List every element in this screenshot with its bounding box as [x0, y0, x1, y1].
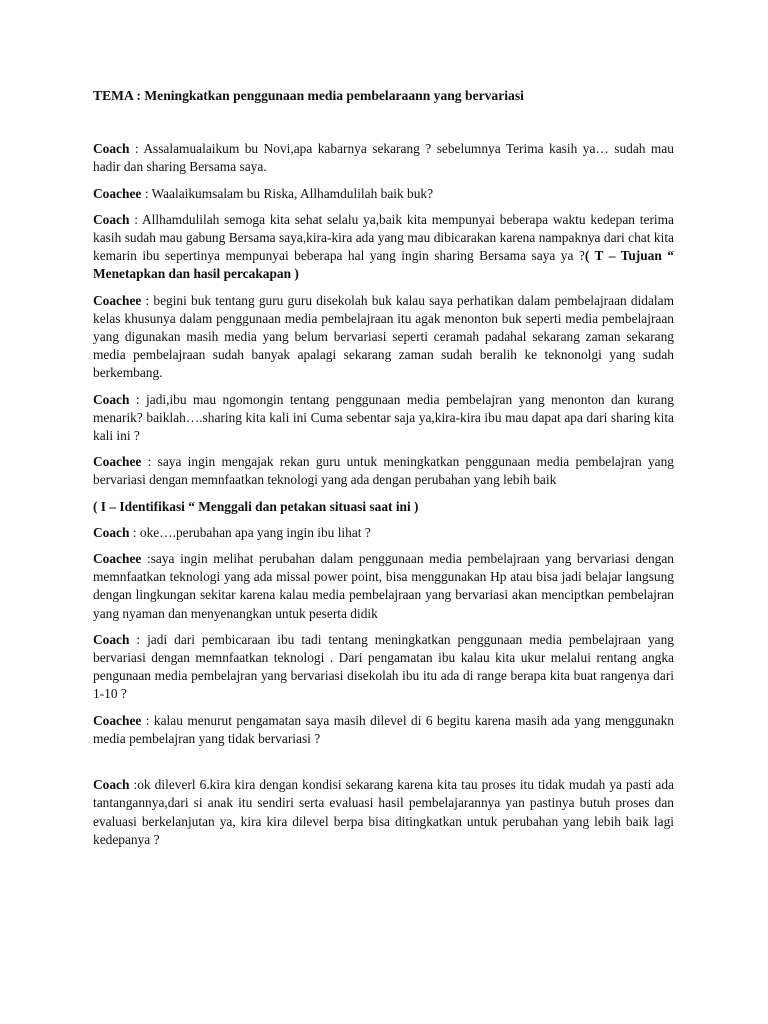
dialogue-text: : Waalaikumsalam bu Riska, Allhamdulilah baik buk? — [141, 185, 434, 201]
speaker-label: Coach — [93, 631, 130, 647]
speaker-label: Coachee — [93, 454, 142, 470]
dialogue-text: : Allhamdulilah semoga kita sehat selalu ya,baik kita mempunyai beberapa waktu kedepan terima kasih sudah mau gabung Bersama saya,kira-kira ada yang mau dibicarakan karena nampaknya dari chat kita kemarin ibu sepertinya mempunyai beberapa hal yang ingin sharing Bersama saya ya ? — [93, 211, 674, 264]
dialogue-paragraph — [93, 776, 674, 849]
dialogue-paragraph — [93, 211, 674, 284]
dialogue-paragraph — [93, 524, 674, 542]
section-marker-tujuan: ( T – Tujuan “ Menetapkan dan hasil percakapan ) — [93, 248, 674, 282]
speaker-label: Coach — [93, 211, 130, 227]
dialogue-paragraph — [93, 185, 674, 203]
dialogue-paragraph — [93, 140, 674, 176]
speaker-label: Coach — [93, 141, 130, 157]
speaker-label: Coach — [93, 777, 130, 793]
speaker-label: Coachee — [93, 551, 142, 567]
dialogue-paragraph — [93, 631, 674, 704]
dialogue-text: :saya ingin melihat perubahan dalam penggunaan media pembelajraan yang bervariasi dengan memnfaatkan teknologi yang ada missal power point, bisa menggunakan Hp atau bisa jadi belajar langsung dengan lingkungan sekitar karena kalau media pembelajraan yang bervariasi akan menciptkan pembelajran yang nyaman dan menyenangkan untuk peserta didik — [93, 551, 674, 621]
dialogue-text: : kalau menurut pengamatan saya masih dilevel di 6 begitu karena masih ada yang menggunakn media pembelajran yang tidak bervariasi ? — [93, 712, 674, 746]
dialogue-text: : begini buk tentang guru guru disekolah buk kalau saya perhatikan dalam pembelajraan didalam kelas khusunya dalam penggunaan media pembelajraan itu agak menonton buk seperti media pembelajraan yang digunakan masih media yang belum bervariasi seperti ceramah padahal sekarang zaman sekarang media pembelajraan sudah banyak apalagi sekarang zaman sudah beralih ke teknonolgi yang sudah berkembang. — [93, 292, 674, 381]
speaker-label: Coach — [93, 391, 130, 407]
dialogue-paragraph — [93, 712, 674, 748]
dialogue-text: : jadi,ibu mau ngomongin tentang penggunaan media pembelajran yang menonton dan kurang menarik? baiklah….sharing kita kali ini Cuma sebentar saja ya,kira-kira ibu mau dapat apa dari sharing kita kali ini ? — [93, 391, 674, 444]
document-title: TEMA : Meningkatkan penggunaan media pembelaraann yang bervariasi — [93, 88, 524, 103]
dialogue-paragraph — [93, 292, 674, 383]
dialogue-text: : Assalamualaikum bu Novi,apa kabarnya sekarang ? sebelumnya Terima kasih ya… sudah mau hadir dan sharing Bersama saya. — [93, 141, 674, 175]
dialogue-text: : oke….perubahan apa yang ingin ibu lihat ? — [129, 524, 371, 540]
section-heading-identifikasi: ( I – Identifikasi “ Menggali dan petakan situasi saat ini ) — [93, 498, 419, 514]
dialogue-text: : saya ingin mengajak rekan guru untuk meningkatkan penggunaan media pembelajran yang bervariasi dengan memnfaatkan teknologi yang ada dengan perubahan yang lebih baik — [93, 454, 674, 488]
speaker-label: Coach — [93, 524, 130, 540]
dialogue-paragraph — [93, 453, 674, 489]
dialogue-text: :ok dileverl 6.kira kira dengan kondisi sekarang karena kita tau proses itu tidak mudah ya pasti ada tantangannya,dari si anak itu sendiri serta evaluasi hasil pembelajarannya yan pastinya butuh proses dan evaluasi berkelanjutan ya, kira kira dilevel berpa bisa ditingkatkan untuk perubahan yang lebih baik lagi kedepanya ? — [93, 777, 674, 847]
dialogue-paragraph — [93, 391, 674, 446]
dialogue-text: : jadi dari pembicaraan ibu tadi tentang meningkatkan penggunaan media pembelajraan yang bervariasi dengan memnfaatkan teknologi . Dari pengamatan ibu kalau kita ukur melalui rentang angka pengunaan media pembelajran yang bervariasi disekolah ibu itu ada di range berapa kita buat rangenya dari 1-10 ? — [93, 631, 674, 702]
speaker-label: Coachee — [93, 292, 142, 308]
speaker-label: Coachee — [93, 185, 142, 201]
document-page — [93, 87, 674, 857]
speaker-label: Coachee — [93, 712, 142, 728]
dialogue-paragraph — [93, 550, 674, 623]
